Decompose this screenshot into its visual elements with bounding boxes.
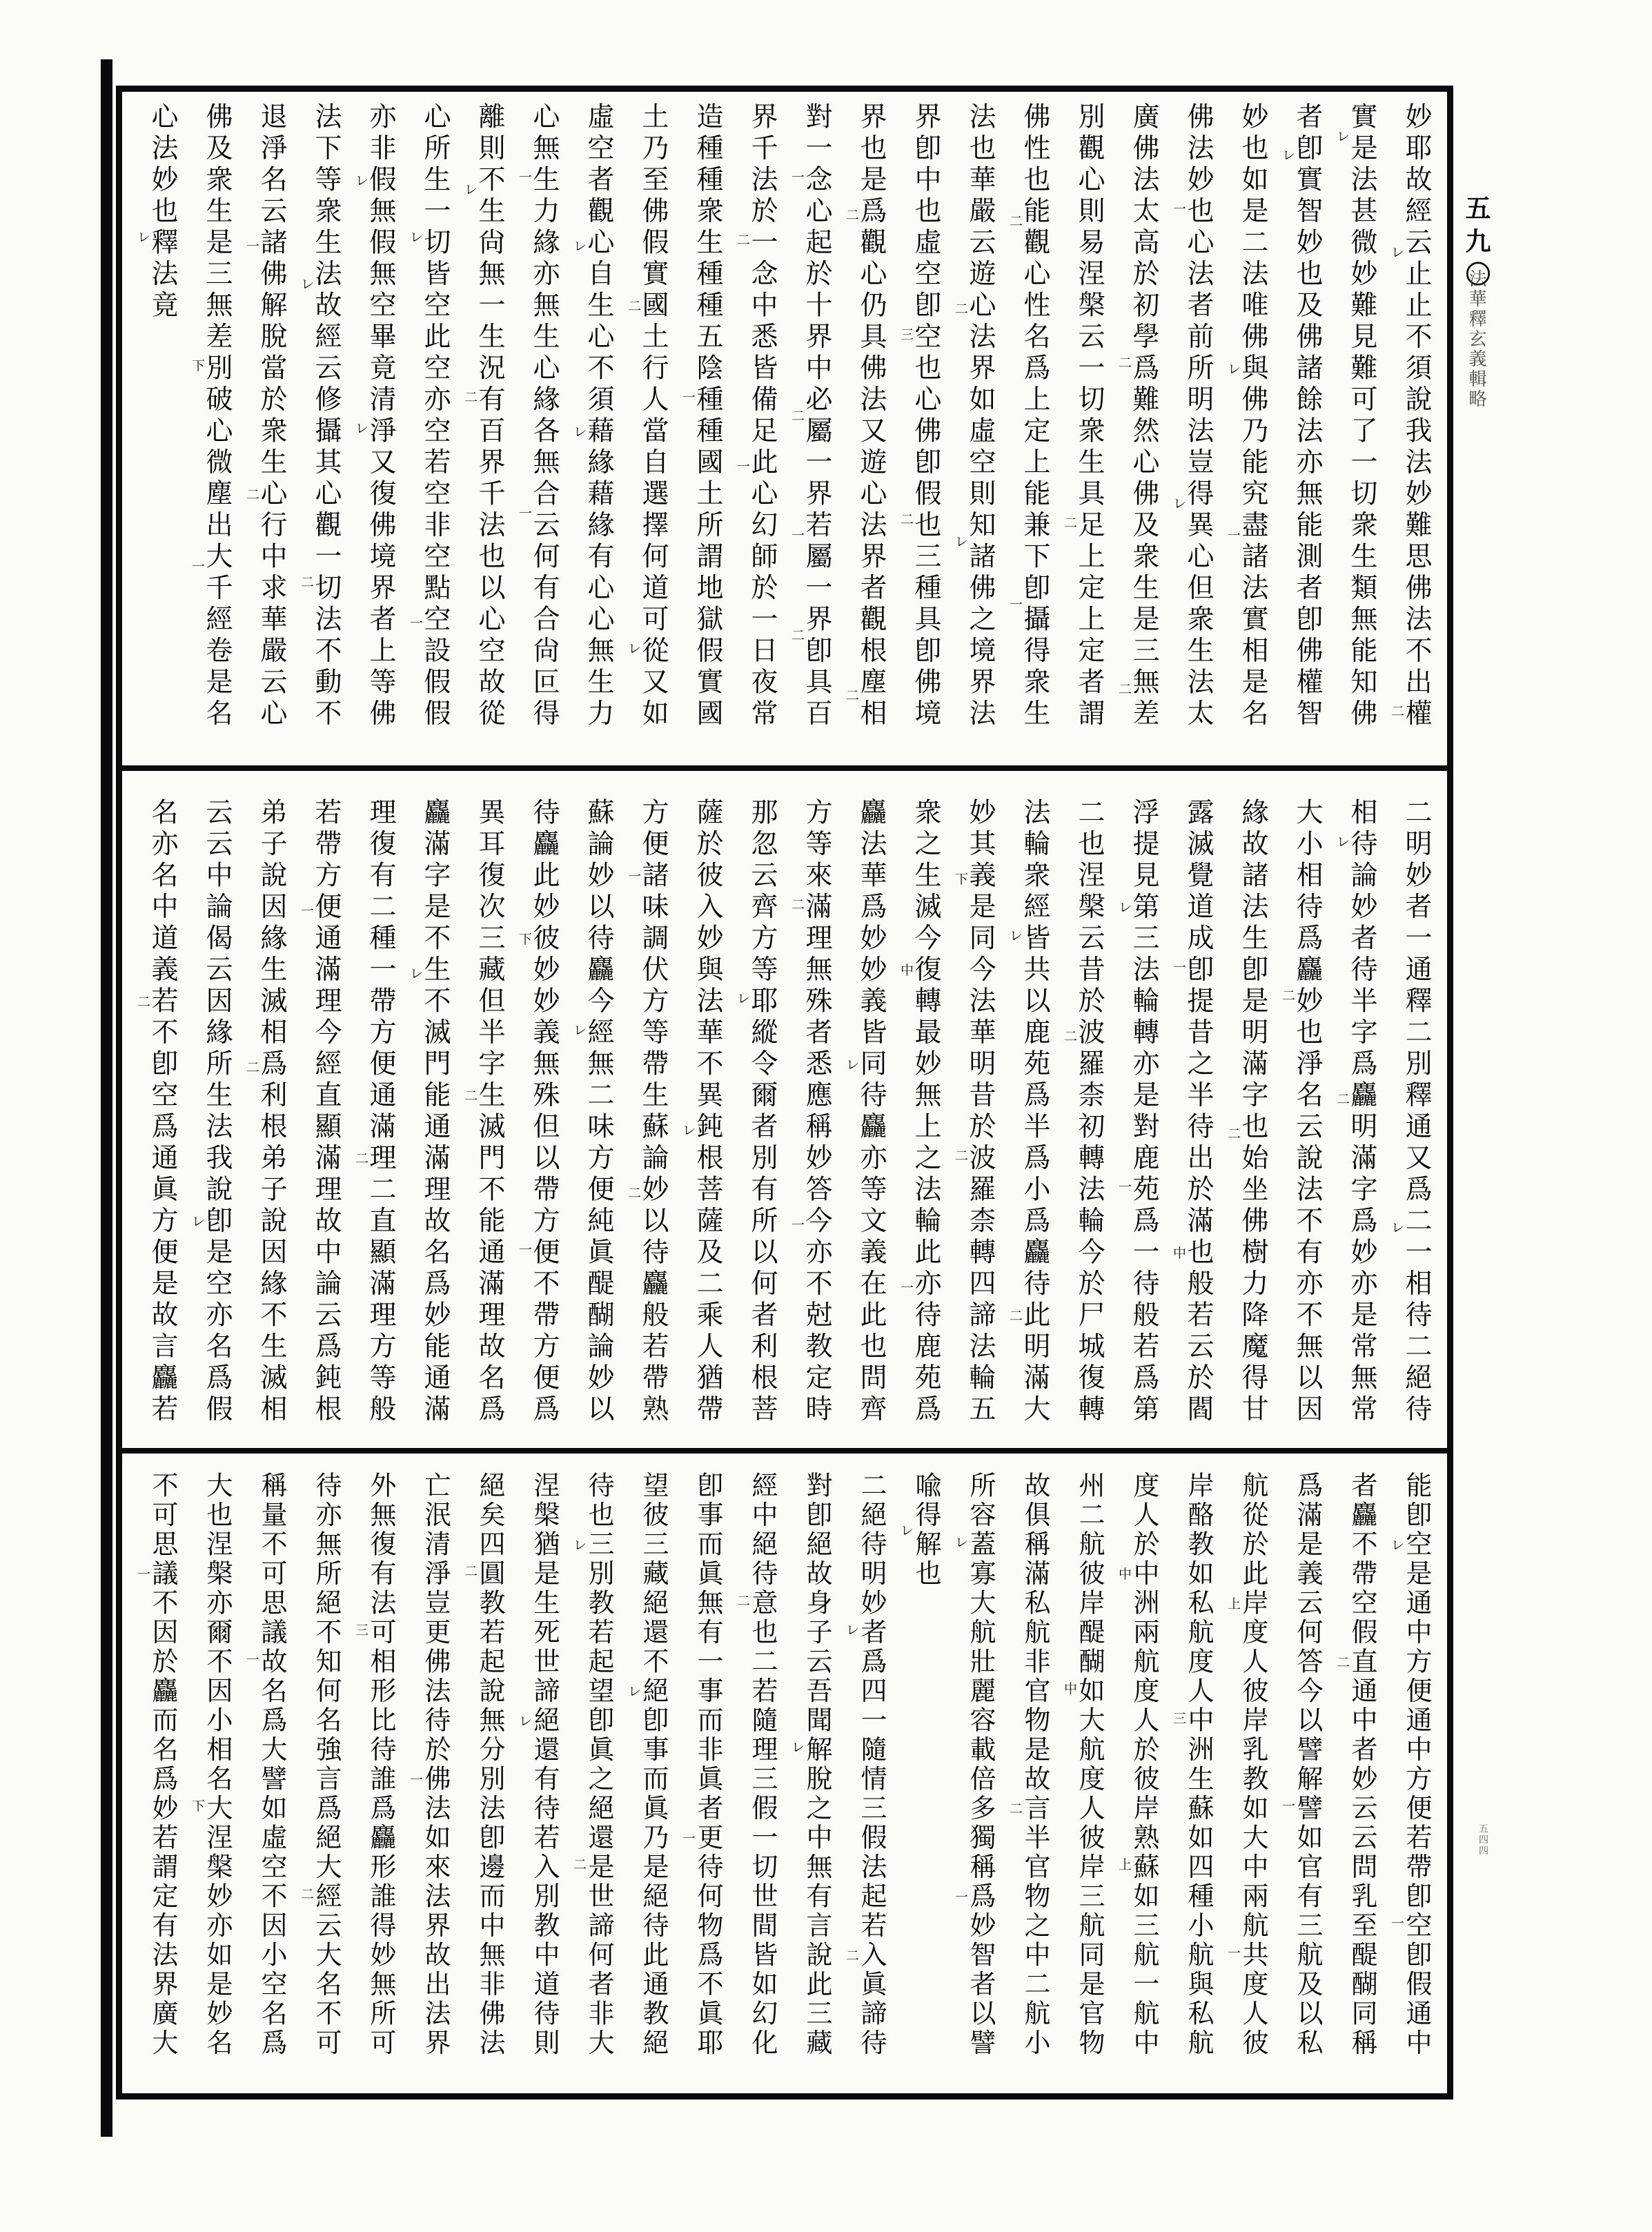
kunten-mark: レ xyxy=(1282,148,1296,164)
text-column: 云云中論偈云因緣所生法我說卽是空亦名爲假 xyxy=(201,798,233,1426)
kunten-mark: 二 xyxy=(464,1088,478,1104)
text-column: 二也涅槃云昔於波羅柰初轉法輪今於尸城復轉 xyxy=(1074,798,1105,1426)
kunten-mark: 二 xyxy=(355,1151,369,1167)
kunten-mark: レ xyxy=(846,1623,860,1638)
kunten-mark: 一 xyxy=(955,1889,969,1905)
text-column: 蘇論妙以待麤今經無二味方便純眞醍醐論妙以 xyxy=(583,798,614,1426)
kunten-mark: 二 xyxy=(1391,703,1405,719)
kunten-mark: 二 xyxy=(737,233,751,248)
margin-running-title: 法華釋玄義輯略 xyxy=(1466,269,1486,409)
text-column: 實是法甚微妙難見難可了一切衆生類無能知佛 xyxy=(1346,102,1377,730)
kunten-mark: 二 xyxy=(846,1948,860,1964)
kunten-mark: 一 xyxy=(682,389,696,405)
text-column: 者卽實智妙也及佛諸餘法亦無能測者卽佛權智 xyxy=(1292,102,1323,730)
kunten-mark: 一 xyxy=(519,1242,533,1258)
text-column: 絕矣四圓教若起說無分別法卽邊而中無非佛法 xyxy=(475,1471,505,2058)
text-block-1 xyxy=(135,102,1444,744)
text-column: 望彼三藏絕還不絕卽事而眞乃是絕待此通教絕 xyxy=(638,1471,669,2058)
kunten-mark: 一 xyxy=(519,505,533,521)
kunten-mark: レ xyxy=(519,1713,533,1729)
margin-volume-page: 五九〇 xyxy=(1461,195,1491,294)
text-column: 界也是爲觀心仍具佛法又遊心法界者觀根塵相 xyxy=(856,102,887,730)
kunten-mark: 二 xyxy=(301,1886,315,1902)
text-column: 佛法妙也心法者前所明法豈得異心但衆生法太 xyxy=(1183,102,1214,730)
text-column: 虛空者觀心自生心不須藉緣藉緣有心心無生力 xyxy=(583,102,614,730)
kunten-mark: 上 xyxy=(1228,1596,1241,1612)
text-block-2 xyxy=(135,798,1444,1440)
text-column: 二明妙者一通釋二別釋通又爲二一相待二絕待 xyxy=(1401,798,1432,1426)
text-column: 待麤此妙彼妙妙義無殊但以帶方便不帶方便爲 xyxy=(529,798,560,1426)
kunten-mark: 一 xyxy=(901,1280,914,1295)
kunten-mark: 一 xyxy=(1228,527,1241,543)
kunten-mark: 二 xyxy=(1010,1308,1023,1324)
kunten-mark: 二 xyxy=(628,298,642,314)
text-column: 妙耶故經云止止不須說我法妙難思佛法不出權 xyxy=(1401,102,1432,730)
kunten-mark: 一 xyxy=(301,903,315,919)
text-column: 妙其義是同今法華明昔於波羅柰轉四諦法輪五 xyxy=(965,798,996,1426)
kunten-mark: レ xyxy=(192,1214,206,1230)
kunten-mark: レ xyxy=(137,229,151,245)
text-column: 廣佛法太高於初學爲難然心佛及衆生是三無差 xyxy=(1128,102,1159,730)
text-column: 露滅覺道成卽提昔之半待出於滿也般若云於閻 xyxy=(1183,798,1214,1426)
kunten-mark: 中 xyxy=(1119,1567,1132,1583)
text-column: 界卽中也虛空卽空也心佛卽假也三種具卽佛境 xyxy=(910,102,941,730)
kunten-mark: 一 xyxy=(1173,201,1187,217)
text-column: 佛性也能觀心性名爲上定上能兼下卽攝得衆生 xyxy=(1019,102,1050,730)
kunten-mark: レ xyxy=(355,421,369,437)
kunten-mark: 一 xyxy=(192,559,206,575)
text-block-3 xyxy=(135,1471,1444,2065)
kunten-mark: レ xyxy=(355,173,369,188)
kunten-mark: 二 xyxy=(301,575,315,591)
text-column: 故俱稱滿私航非官物是故言半官物之中二航小 xyxy=(1020,1471,1050,2058)
kunten-mark: 一 xyxy=(519,170,533,186)
kunten-mark: 一 xyxy=(1228,1945,1241,1961)
kunten-mark: 一 xyxy=(1391,1916,1405,1931)
text-column: 心所生一切皆空此空亦空若空非空點空設假假 xyxy=(420,102,451,730)
kunten-mark: 二 xyxy=(955,1148,969,1164)
kunten-mark: レ xyxy=(791,1740,805,1755)
kunten-mark: 一 xyxy=(1173,959,1187,975)
kunten-mark: 一 xyxy=(628,868,642,884)
kunten-mark: 二 xyxy=(137,994,151,1010)
kunten-mark: 二 xyxy=(846,687,860,703)
text-column: 二絕待明妙者爲四一隨情三假法起若入眞諦待 xyxy=(856,1471,887,2058)
kunten-mark: 一 xyxy=(791,1217,805,1233)
kunten-mark: 三 xyxy=(901,326,914,342)
kunten-mark: レ xyxy=(1173,496,1187,512)
kunten-mark: レ xyxy=(737,991,751,1007)
kunten-mark: 二 xyxy=(573,1857,587,1872)
kunten-mark: レ xyxy=(464,182,478,198)
kunten-mark: 一 xyxy=(1119,1179,1132,1195)
block-divider xyxy=(122,1448,1447,1453)
margin-sheet-number: 五四四 xyxy=(1477,1823,1488,1857)
text-column: 州二航彼岸醍醐如大航度人彼岸三航同是官物 xyxy=(1074,1471,1105,2058)
kunten-mark: 二 xyxy=(1119,681,1132,697)
text-column: 土乃至佛假實國土行人當自選擇何道可從又如 xyxy=(638,102,669,730)
text-column: 心法妙也釋法竟 xyxy=(147,102,178,322)
kunten-mark: 二 xyxy=(1064,1028,1078,1044)
kunten-mark: 二 xyxy=(1228,1126,1241,1142)
kunten-mark: 下 xyxy=(519,931,533,947)
kunten-mark: レ xyxy=(1119,900,1132,916)
kunten-mark: 二 xyxy=(246,487,260,502)
kunten-mark: レ xyxy=(682,1123,696,1139)
text-column: 緣故諸法生卽是明滿字也始坐佛樹力降魔得甘 xyxy=(1237,798,1268,1426)
kunten-mark: 二 xyxy=(1337,1091,1350,1107)
text-column: 薩於彼入妙與法華不異鈍根菩薩及二乘人猶帶 xyxy=(692,798,723,1426)
kunten-mark: レ xyxy=(1337,128,1350,144)
text-column: 方便諸味調伏方等帶生蘇論妙以待麤般若帶熟 xyxy=(638,798,669,1426)
kunten-mark: 一 xyxy=(410,1772,424,1788)
text-column: 能卽空是通中方便通中方便若帶卽空卽假通中 xyxy=(1402,1471,1432,2058)
kunten-mark: 三 xyxy=(355,1623,369,1638)
kunten-mark: レ xyxy=(1010,928,1023,944)
kunten-mark: レ xyxy=(628,1684,642,1700)
kunten-mark: レ xyxy=(955,533,969,549)
text-column: 喩得解也 xyxy=(911,1471,941,1589)
kunten-mark: 一 xyxy=(682,1830,696,1846)
kunten-mark: レ xyxy=(410,229,424,245)
text-column: 退淨名云諸佛解脫當於衆生心行中求華嚴云心 xyxy=(256,102,287,730)
kunten-mark: 二 xyxy=(791,897,805,912)
text-column: 法下等衆生法故經云修攝其心觀一切法不動不 xyxy=(311,102,342,730)
kunten-mark: レ xyxy=(955,1534,969,1550)
kunten-mark: 三 xyxy=(1173,1710,1187,1726)
text-column: 浮提見第三法輪轉亦是對鹿苑爲一待般若爲第 xyxy=(1128,798,1159,1426)
kunten-mark: 二 xyxy=(846,207,860,223)
text-column: 麤法華爲妙妙義皆同待麤亦等文義在此也問齊 xyxy=(856,798,887,1426)
kunten-mark: 中 xyxy=(1064,1681,1078,1696)
text-column: 名亦名中道義若不卽空爲通眞方便是故言麤若 xyxy=(147,798,178,1426)
kunten-mark: 二 xyxy=(901,512,914,528)
kunten-mark: 上 xyxy=(1119,1857,1132,1872)
text-column: 大也涅槃亦爾不因小相名大涅槃妙亦如是妙名 xyxy=(202,1471,233,2058)
text-column: 理復有二種一帶方便通滿理二直顯滿理方等般 xyxy=(365,798,396,1426)
kunten-mark: 一 xyxy=(246,239,260,255)
page-gutter-shadow xyxy=(101,59,112,2137)
text-column: 涅槃猶是生死世諦絕還有待若入別教中道待則 xyxy=(529,1471,560,2058)
block-divider xyxy=(122,765,1447,771)
kunten-mark: 一 xyxy=(1010,596,1023,612)
kunten-mark: 二 xyxy=(1064,515,1078,531)
text-column: 麤滿字是不生不滅門能通滿理故名爲妙能通滿 xyxy=(420,798,451,1426)
text-column: 法也華嚴云遊心法界如虛空則知諸佛之境界法 xyxy=(965,102,996,730)
kunten-mark: レ xyxy=(301,276,315,292)
kunten-mark: 一 xyxy=(791,527,805,543)
text-column: 外無復有法可相形比待誰爲麤形誰得妙無所可 xyxy=(366,1471,396,2058)
kunten-mark: レ xyxy=(573,424,587,440)
kunten-mark: 二 xyxy=(955,302,969,317)
text-column: 妙也如是二法唯佛與佛乃能究盡諸法實相是名 xyxy=(1237,102,1268,730)
kunten-mark: 二 xyxy=(1119,355,1132,371)
text-column: 大小相待爲麤妙也淨名云說法不有亦不無以因 xyxy=(1292,798,1323,1426)
text-column: 衆之生滅今復轉最妙無上之法輪此亦待鹿苑爲 xyxy=(910,798,941,1426)
kunten-mark: レ xyxy=(628,640,642,656)
kunten-mark: レ xyxy=(573,1537,587,1553)
kunten-mark: 一 xyxy=(1282,1799,1296,1814)
text-column: 別觀心則易涅槃云一切衆生具足上定上定者謂 xyxy=(1074,102,1105,730)
text-column: 不可思議不因於麤而名爲妙若謂定有法界廣大 xyxy=(148,1471,178,2058)
text-column: 相待論妙者待半字爲麤明滿字爲妙亦是常無常 xyxy=(1346,798,1377,1426)
text-column: 佛及衆生是三無差別破心微塵出大千經卷是名 xyxy=(201,102,233,730)
text-column: 離則不生尙無一生況有百界千法也以心空故從 xyxy=(474,102,505,730)
kunten-mark: 下 xyxy=(192,1799,206,1814)
text-column: 方等來滿理無殊者悉應稱妙答今亦不尅教定時 xyxy=(801,798,832,1426)
kunten-mark: 二 xyxy=(1337,1654,1350,1670)
kunten-mark: レ xyxy=(573,239,587,255)
kunten-mark: 一 xyxy=(791,170,805,186)
text-column: 度人於中洲兩航度人於彼岸熟蘇如三航一航中 xyxy=(1129,1471,1159,2058)
text-column: 岸酪教如私航度人中洲生蘇如四種小航與私航 xyxy=(1183,1471,1214,2058)
kunten-mark: 二 xyxy=(628,1186,642,1202)
text-column: 待亦無所絕不知何名強言爲絕大經云大名不可 xyxy=(311,1471,342,2058)
kunten-mark: 一 xyxy=(137,1567,151,1583)
text-column: 那忽云齊方等耶縱令爾者別有所以何者利根菩 xyxy=(747,798,778,1426)
kunten-mark: 二 xyxy=(464,1564,478,1579)
kunten-mark: レ xyxy=(410,966,424,981)
text-column: 爲滿是義云何答今以譬解譬如官有三航及以私 xyxy=(1292,1471,1323,2058)
text-column: 所容蓋寡大航壯麗容載倍多獨稱爲妙智者以譬 xyxy=(965,1471,996,2058)
text-column: 亡泯清淨豈更佛法待於佛法如來法界故出法界 xyxy=(420,1471,451,2058)
kunten-mark: 二 xyxy=(791,408,805,424)
text-column: 者麤不帶空假直通中者妙云云問乳至醍醐同稱 xyxy=(1347,1471,1377,2058)
kunten-mark: 二 xyxy=(1010,1801,1023,1817)
kunten-mark: 中 xyxy=(1173,1245,1187,1261)
kunten-mark: レ xyxy=(573,1022,587,1038)
kunten-mark: 二 xyxy=(246,1060,260,1076)
kunten-mark: レ xyxy=(846,1057,860,1073)
text-column: 界千法於一念中悉皆備足此心幻師於一日夜常 xyxy=(747,102,778,730)
text-column: 亦非假無假無空畢竟清淨又復佛境界者上等佛 xyxy=(365,102,396,730)
kunten-mark: レ xyxy=(1391,1537,1405,1553)
kunten-mark: 下 xyxy=(192,358,206,374)
kunten-mark: 二 xyxy=(791,628,805,644)
kunten-mark: レ xyxy=(901,1523,914,1538)
kunten-mark: 二 xyxy=(1282,988,1296,1004)
kunten-mark: レ xyxy=(1337,834,1350,850)
text-column: 經中絕待意也二若隨理三假一切世間皆如幻化 xyxy=(747,1471,778,2058)
text-column: 異耳復次三藏但半字生滅門不能通滿理故名爲 xyxy=(474,798,505,1426)
text-column: 稱量不可思議故名爲大譬如虛空不因小空名爲 xyxy=(257,1471,287,2058)
text-column: 對一念心起於十界中必屬一界若屬一界卽具百 xyxy=(801,102,832,730)
text-column: 航從於此岸度人彼岸乳教如大中兩航共度人彼 xyxy=(1238,1471,1268,2058)
kunten-mark: レ xyxy=(1391,1220,1405,1236)
kunten-mark: 一 xyxy=(410,616,424,632)
text-column: 弟子說因緣生滅相爲利根弟子說因緣不生滅相 xyxy=(256,798,287,1426)
kunten-mark: 下 xyxy=(955,872,969,888)
kunten-mark: 一 xyxy=(246,1652,260,1667)
text-column: 造種種衆生種種五陰種種國土所謂地獄假實國 xyxy=(692,102,723,730)
text-column: 若帶方便通滿理今經直顯滿理故中論云爲鈍根 xyxy=(311,798,342,1426)
kunten-mark: レ xyxy=(1391,245,1405,261)
text-column: 對卽絕故身子云吾聞解脫之中無有言說此三藏 xyxy=(802,1471,832,2058)
kunten-mark: 一 xyxy=(737,458,751,474)
text-column: 待也三別教若起望卽眞之絕還是世諦何者非大 xyxy=(584,1471,614,2058)
kunten-mark: 二 xyxy=(737,1593,751,1609)
text-column: 卽事而眞無有一事而非眞者更待何物爲不眞耶 xyxy=(693,1471,723,2058)
kunten-mark: 二 xyxy=(464,389,478,405)
kunten-mark: 中 xyxy=(901,963,914,979)
kunten-mark: レ xyxy=(1228,361,1241,377)
text-column: 心無生力緣亦無生心緣各無合云何有合尙叵得 xyxy=(529,102,560,730)
kunten-mark: 二 xyxy=(1010,213,1023,229)
text-column: 法輪衆經皆共以鹿苑爲半爲小爲麤待此明滿大 xyxy=(1019,798,1050,1426)
